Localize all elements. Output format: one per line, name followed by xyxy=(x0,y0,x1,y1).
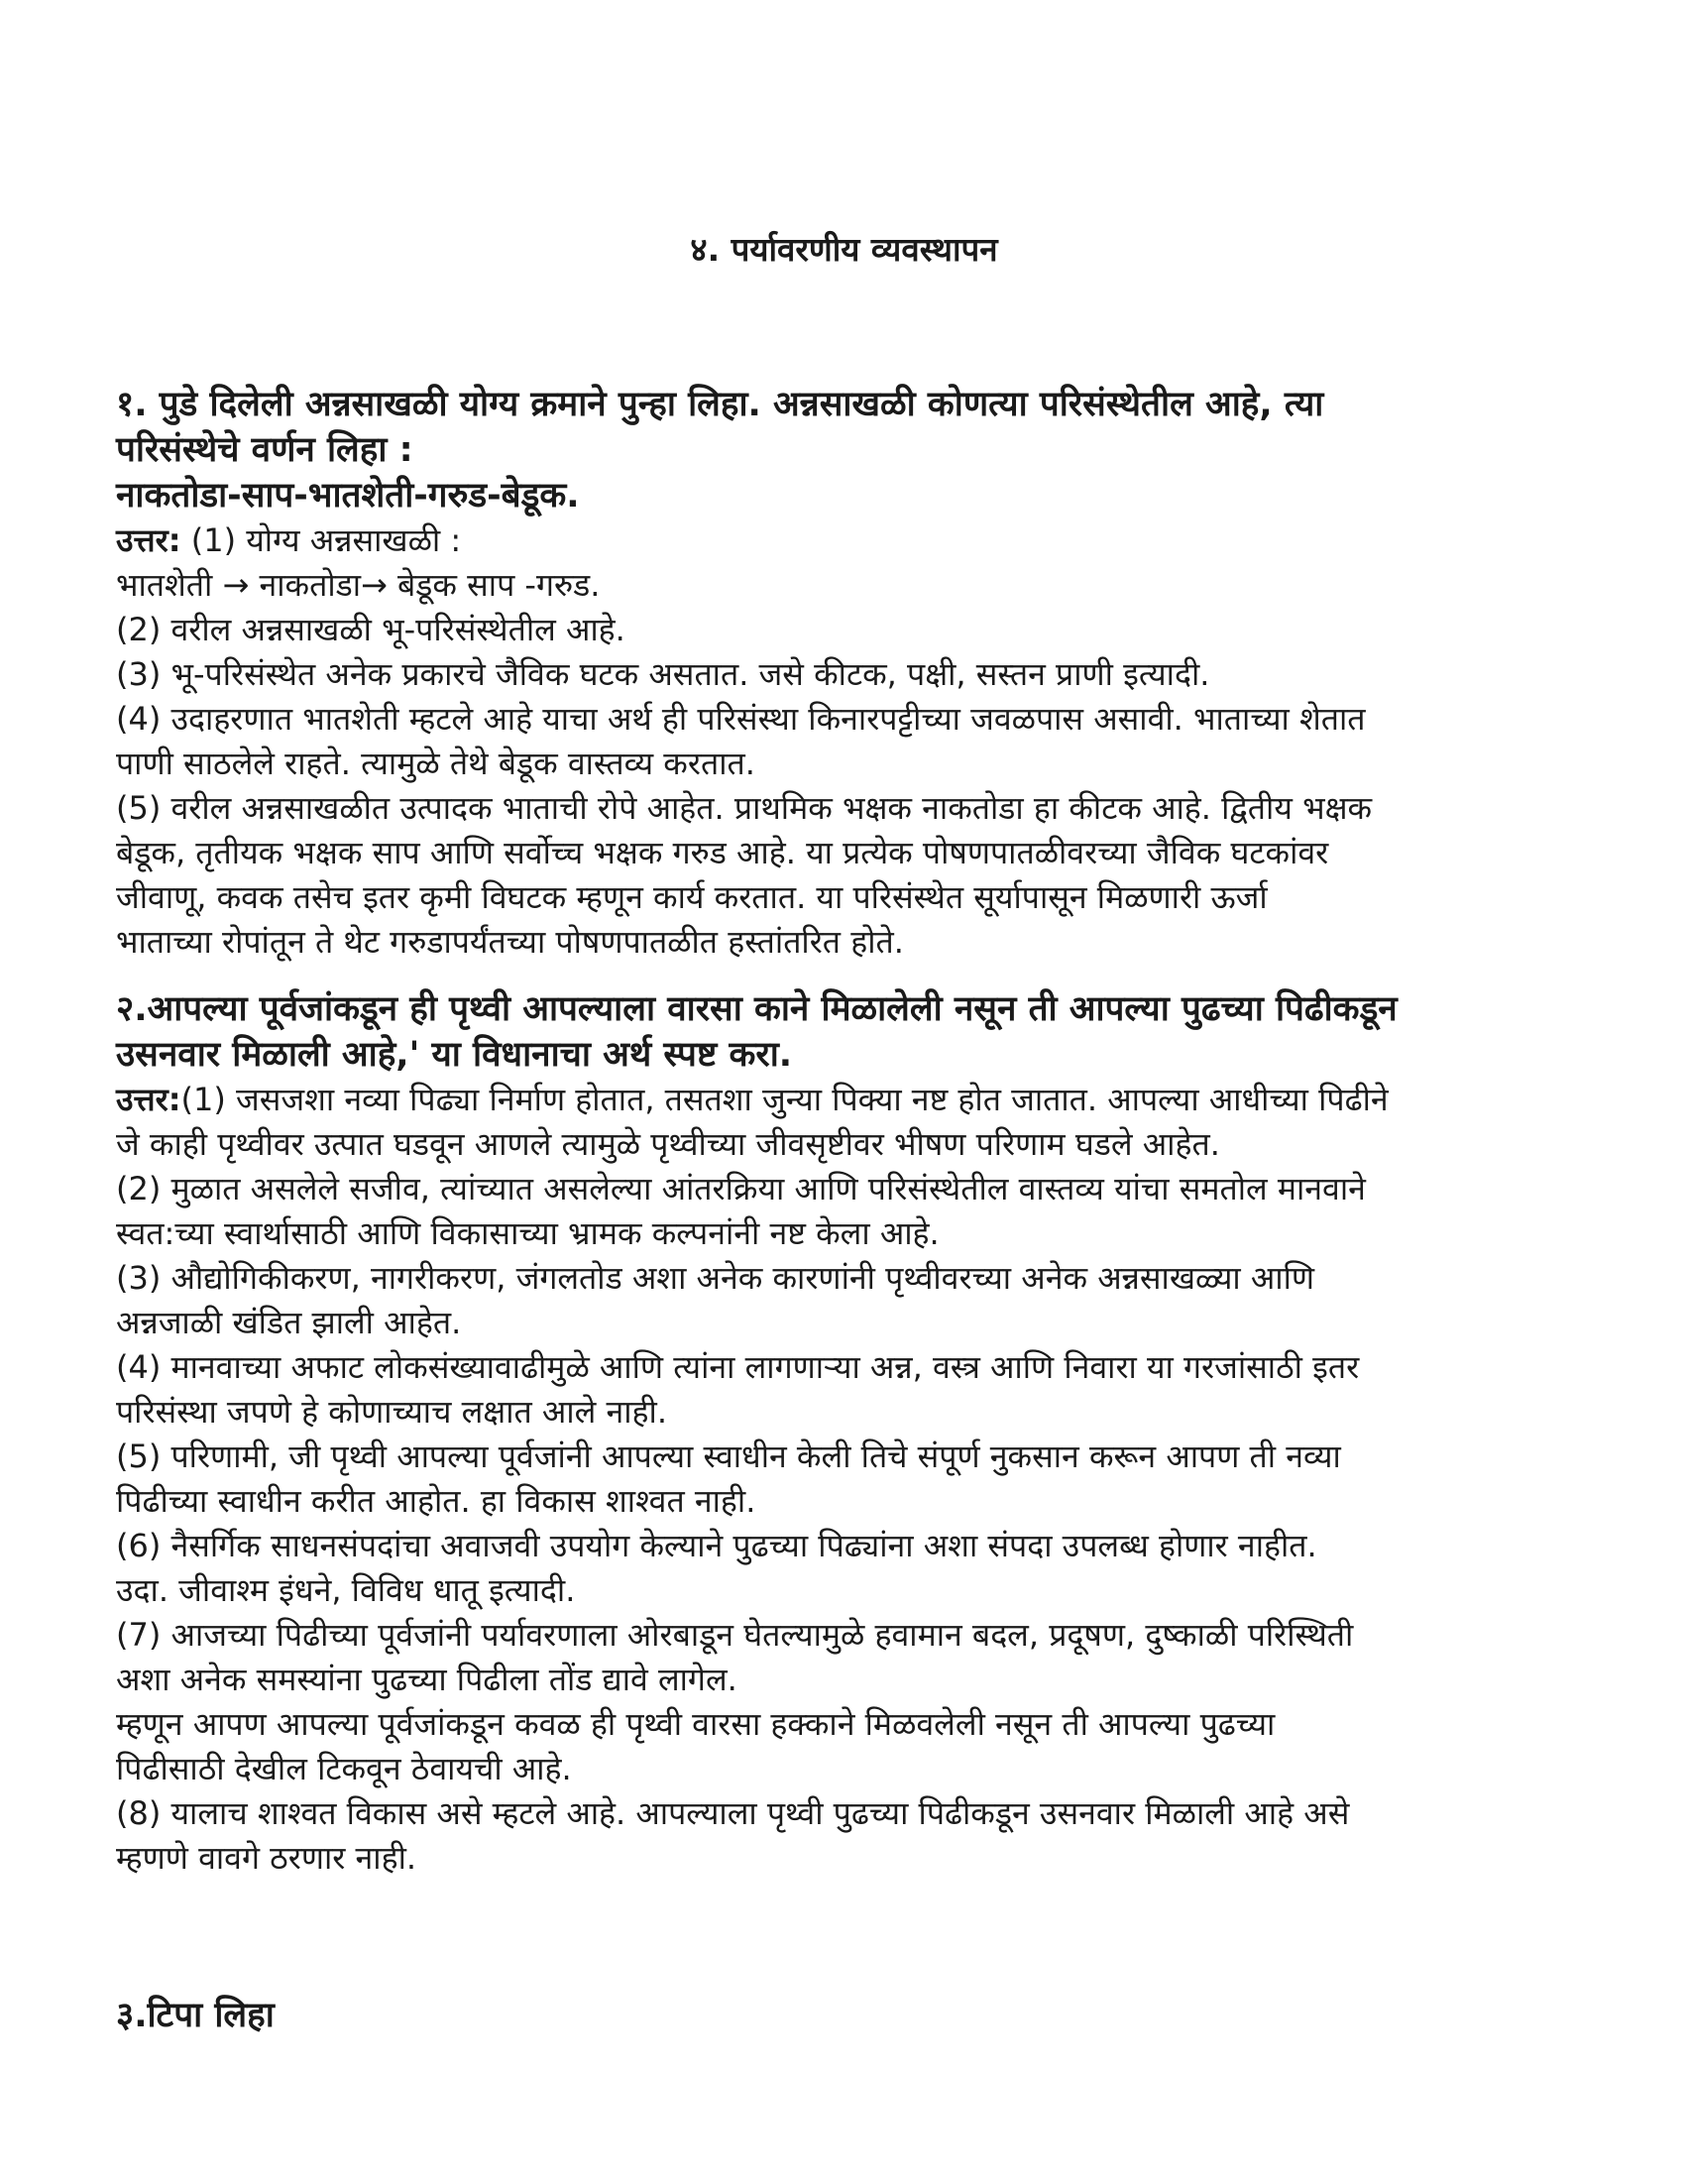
answer-2-line: अन्नजाळी खंडित झाली आहेत. xyxy=(116,1304,462,1341)
answer-2-line: (8) यालाच शाश्वत विकास असे म्हटले आहे. आपल्याला पृथ्वी पुढच्या पिढीकडून उसनवार मिळाली आहे असे xyxy=(116,1794,1350,1832)
answer-2-line: (5) परिणामी, जी पृथ्वी आपल्या पूर्वजांनी आपल्या स्वाधीन केली तिचे संपूर्ण नुकसान करून आपण ती नव्या xyxy=(116,1437,1341,1475)
answer-2-line: (4) मानवाच्या अफाट लोकसंख्यावाढीमुळे आणि त्यांना लागणाऱ्या अन्न, वस्त्र आणि निवारा या गरजांसाठी इतर xyxy=(116,1348,1360,1386)
answer-2-line: परिसंस्था जपणे हे कोणाच्याच लक्षात आले नाही. xyxy=(116,1393,668,1431)
answer-2-line: अशा अनेक समस्यांना पुढच्या पिढीला तोंड द्यावे लागेल. xyxy=(116,1661,737,1698)
answer-label: उत्तर: xyxy=(116,1081,181,1118)
answer-1-line: (3) भू-परिसंस्थेत अनेक प्रकारचे जैविक घटक असतात. जसे कीटक, पक्षी, सस्तन प्राणी इत्यादी. xyxy=(116,655,1210,693)
answer-2-line: (2) मुळात असलेले सजीव, त्यांच्यात असलेल्या आंतरक्रिया आणि परिसंस्थेतील वास्तव्य यांचा समतोल मानवाने xyxy=(116,1170,1366,1207)
question-2-section xyxy=(116,986,1583,1881)
question-1-line: परिसंस्थेचे वर्णन लिहा : xyxy=(116,430,413,470)
answer-2-line: स्वत:च्या स्वार्थासाठी आणि विकासाच्या भ्रामक कल्पनांनी नष्ट केला आहे. xyxy=(116,1214,940,1252)
answer-2-line: (7) आजच्या पिढीच्या पूर्वजांनी पर्यावरणाला ओरबाडून घेतल्यामुळे हवामान बदल, प्रदूषण, दुष्काळी परिस्थिती xyxy=(116,1616,1354,1654)
question-3-heading: ३.टिपा लिहा xyxy=(116,1996,275,2035)
page-title: ४. पर्यावरणीय व्यवस्थापन xyxy=(690,230,998,269)
answer-1-line: भाताच्या रोपांतून ते थेट गरुडापर्यंतच्या पोषणपातळीत हस्तांतरित होते. xyxy=(116,923,904,961)
answer-2-line: (3) औद्योगिकीकरण, नागरीकरण, जंगलतोड अशा अनेक कारणांनी पृथ्वीवरच्या अनेक अन्नसाखळ्या आणि xyxy=(116,1259,1315,1297)
answer-2-text: (1) जसजशा नव्या पिढ्या निर्माण होतात, तसतशा जुन्या पिक्या नष्ट होत जातात. आपल्या आधीच्या पिढीने xyxy=(180,1081,1389,1118)
answer-2-line: उदा. जीवाश्म इंधने, विविध धातू इत्यादी. xyxy=(116,1571,576,1609)
answer-1-line: भातशेती → नाकतोडा→ बेडूक साप -गरुड. xyxy=(116,566,601,604)
answer-1-first-line xyxy=(116,518,1583,563)
question-2-line: उसनवार मिळाली आहे,' या विधानाचा अर्थ स्पष्ट करा. xyxy=(116,1035,793,1075)
question-1-line: १. पुडे दिलेली अन्नसाखळी योग्य क्रमाने पुन्हा लिहा. अन्नसाखळी कोणत्या परिसंस्थेतील आहे, त्या xyxy=(116,385,1324,424)
answer-2-line: पिढीच्या स्वाधीन करीत आहोत. हा विकास शाश्वत नाही. xyxy=(116,1482,756,1520)
question-1-section xyxy=(116,382,1583,965)
answer-1-line: (5) वरील अन्नसाखळीत उत्पादक भाताची रोपे आहेत. प्राथमिक भक्षक नाकतोडा हा कीटक आहे. द्वितीय भक्षक xyxy=(116,789,1373,827)
answer-2-line: म्हणून आपण आपल्या पूर्वजांकडून कवळ ही पृथ्वी वारसा हक्काने मिळवलेली नसून ती आपल्या पुढच्या xyxy=(116,1705,1276,1743)
answer-1-line: (4) उदाहरणात भातशेती म्हटले आहे याचा अर्थ ही परिसंस्था किनारपट्टीच्या जवळपास असावी. भाताच्या शेतात xyxy=(116,700,1366,738)
answer-2-line: पिढीसाठी देखील टिकवून ठेवायची आहे. xyxy=(116,1750,572,1787)
question-2-line: २.आपल्या पूर्वजांकडून ही पृथ्वी आपल्याला वारसा काने मिळालेली नसून ती आपल्या पुढच्या पिढीकडून xyxy=(116,989,1398,1029)
food-chain-jumbled: नाकतोडा-साप-भातशेती-गरुड-बेडूक. xyxy=(116,476,580,516)
question-3-section xyxy=(116,1993,1583,2038)
answer-1-line: बेडूक, तृतीयक भक्षक साप आणि सर्वोच्च भक्षक गरुड आहे. या प्रत्येक पोषणपातळीवरच्या जैविक घटकांवर xyxy=(116,834,1329,871)
answer-2-first-line xyxy=(116,1078,1583,1122)
answer-1-line: जीवाणू, कवक तसेच इतर कृमी विघटक म्हणून कार्य करतात. या परिसंस्थेत सूर्यापासून मिळणारी ऊर्जा xyxy=(116,878,1268,916)
answer-1-text: (1) योग्य अन्नसाखळी : xyxy=(180,521,462,559)
answer-2-line: जे काही पृथ्वीवर उत्पात घडवून आणले त्यामुळे पृथ्वीच्या जीवसृष्टीवर भीषण परिणाम घडले आहेत. xyxy=(116,1125,1220,1163)
answer-1-line: पाणी साठलेले राहते. त्यामुळे तेथे बेडूक वास्तव्य करतात. xyxy=(116,745,755,782)
answer-label: उत्तर: xyxy=(116,521,181,559)
answer-2-line: (6) नैसर्गिक साधनसंपदांचा अवाजवी उपयोग केल्याने पुढच्या पिढ्यांना अशा संपदा उपलब्ध होणार नाहीत. xyxy=(116,1527,1317,1564)
answer-2-line: म्हणणे वावगे ठरणार नाही. xyxy=(116,1839,417,1877)
answer-1-line: (2) वरील अन्नसाखळी भू-परिसंस्थेतील आहे. xyxy=(116,611,625,648)
